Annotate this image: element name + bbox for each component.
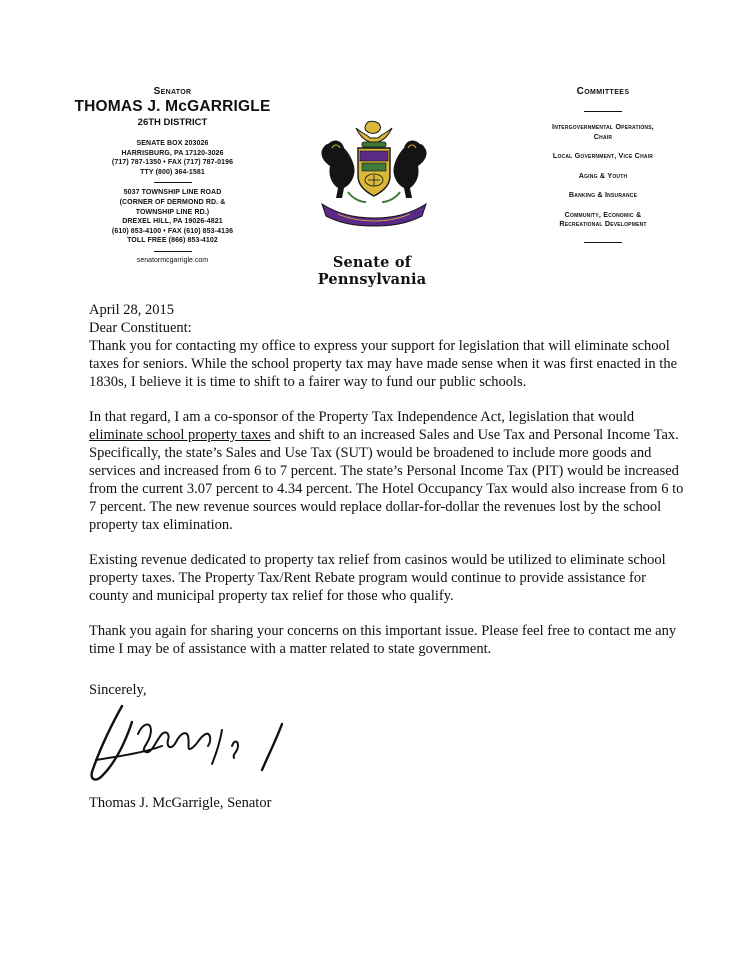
divider: [584, 242, 622, 243]
address-line: SENATE BOX 203026: [136, 140, 209, 147]
letterhead-right: [523, 86, 683, 243]
address-line: (CORNER OF DERMOND RD. &: [119, 198, 226, 206]
committee-item: [523, 190, 683, 200]
paragraph-2-text: and shift to an increased Sales and Use Tax and Personal Income Tax. Specifically, the state’s Sales and Use Tax (SUT) would be broadened to include more goods and services and increased from 6 to 7 percent. The state’s Personal Income Tax (PIT) would be increased from the current 3.07 percent to 4.34 percent. The Hotel Occupancy Tax would also increase from 6 to 7 percent. The new revenue sources would replace dollar-for-dollar the revenues lost by the school property tax elimination.: [89, 427, 684, 533]
address-line: TTY (800) 364-1581: [140, 168, 205, 176]
committee-line: Community, Economic &: [564, 209, 642, 219]
committee-line: Local Government, Vice Chair: [552, 151, 654, 160]
committee-line: Recreational Development: [559, 219, 647, 228]
address-line: (717) 787-1350 • FAX (717) 787-0196: [111, 159, 234, 167]
divider: [154, 251, 192, 252]
senate-of-pennsylvania-caption: Senate of Pennsylvania: [317, 254, 427, 288]
committees-title: Committees: [576, 86, 630, 97]
district-address: [70, 188, 275, 246]
paragraph-2-text: In that regard, I am a co-sponsor of the Property Tax Independence Act, legislation that would: [89, 409, 635, 425]
letter-date: April 28, 2015: [89, 302, 174, 318]
senate-district: 26TH DISTRICT: [137, 117, 208, 128]
address-line: TOLL FREE (866) 853-4102: [127, 237, 218, 245]
committee-line: Banking & Insurance: [568, 190, 638, 199]
paragraph-3: Existing revenue dedicated to property tax relief from casinos would be utilized to eliminate school property taxes. The Property Tax/Rent Rebate program would continue to provide assistance for county and municipal property tax relief for those who qualify.: [89, 552, 666, 604]
letterhead-left: [70, 86, 275, 264]
closing: Sincerely,: [89, 682, 147, 698]
committee-item: [523, 122, 683, 141]
eliminate-school-property-taxes-link[interactable]: eliminate school property taxes: [89, 427, 271, 443]
committee-item: [523, 210, 683, 229]
divider: [154, 182, 192, 183]
senator-title: Senator: [153, 86, 192, 97]
paragraph-4: Thank you again for sharing your concerns on this important issue. Please feel free to contact me any time I may be of assistance with a matter related to state government.: [89, 623, 677, 657]
senator-name: THOMAS J. McGARRIGLE: [74, 98, 271, 115]
committee-line: Intergovernmental Operations,: [552, 122, 654, 131]
signature: [82, 700, 312, 795]
address-line: 5037 TOWNSHIP LINE ROAD: [123, 189, 222, 197]
committee-line: Aging & Youth: [578, 170, 628, 180]
pennsylvania-coat-of-arms-icon: [308, 118, 440, 230]
website: senatormcgarrigle.com: [136, 256, 209, 264]
committee-line: Chair: [593, 131, 613, 141]
committee-item: [523, 151, 683, 161]
address-line: (610) 853-4100 • FAX (610) 853-4136: [111, 227, 234, 235]
divider: [584, 111, 622, 112]
address-line: DREXEL HILL, PA 19026-4821: [122, 218, 223, 226]
letter-body: [89, 301, 689, 675]
committee-item: [523, 171, 683, 181]
address-line: TOWNSHIP LINE RD.): [135, 208, 210, 216]
address-line: HARRISBURG, PA 17120-3026: [121, 149, 224, 157]
signer-name: Thomas J. McGarrigle, Senator: [89, 795, 272, 811]
paragraph-1: Thank you for contacting my office to express your support for legislation that will eliminate school taxes for seniors. While the school property tax may have made sense when it was first enacted in the 1830s, I believe it is time to shift to a fairer way to fund our public schools.: [89, 338, 678, 390]
paragraph-2: [89, 408, 689, 534]
salutation: Dear Constituent:: [89, 320, 192, 336]
capitol-address: [70, 139, 275, 177]
